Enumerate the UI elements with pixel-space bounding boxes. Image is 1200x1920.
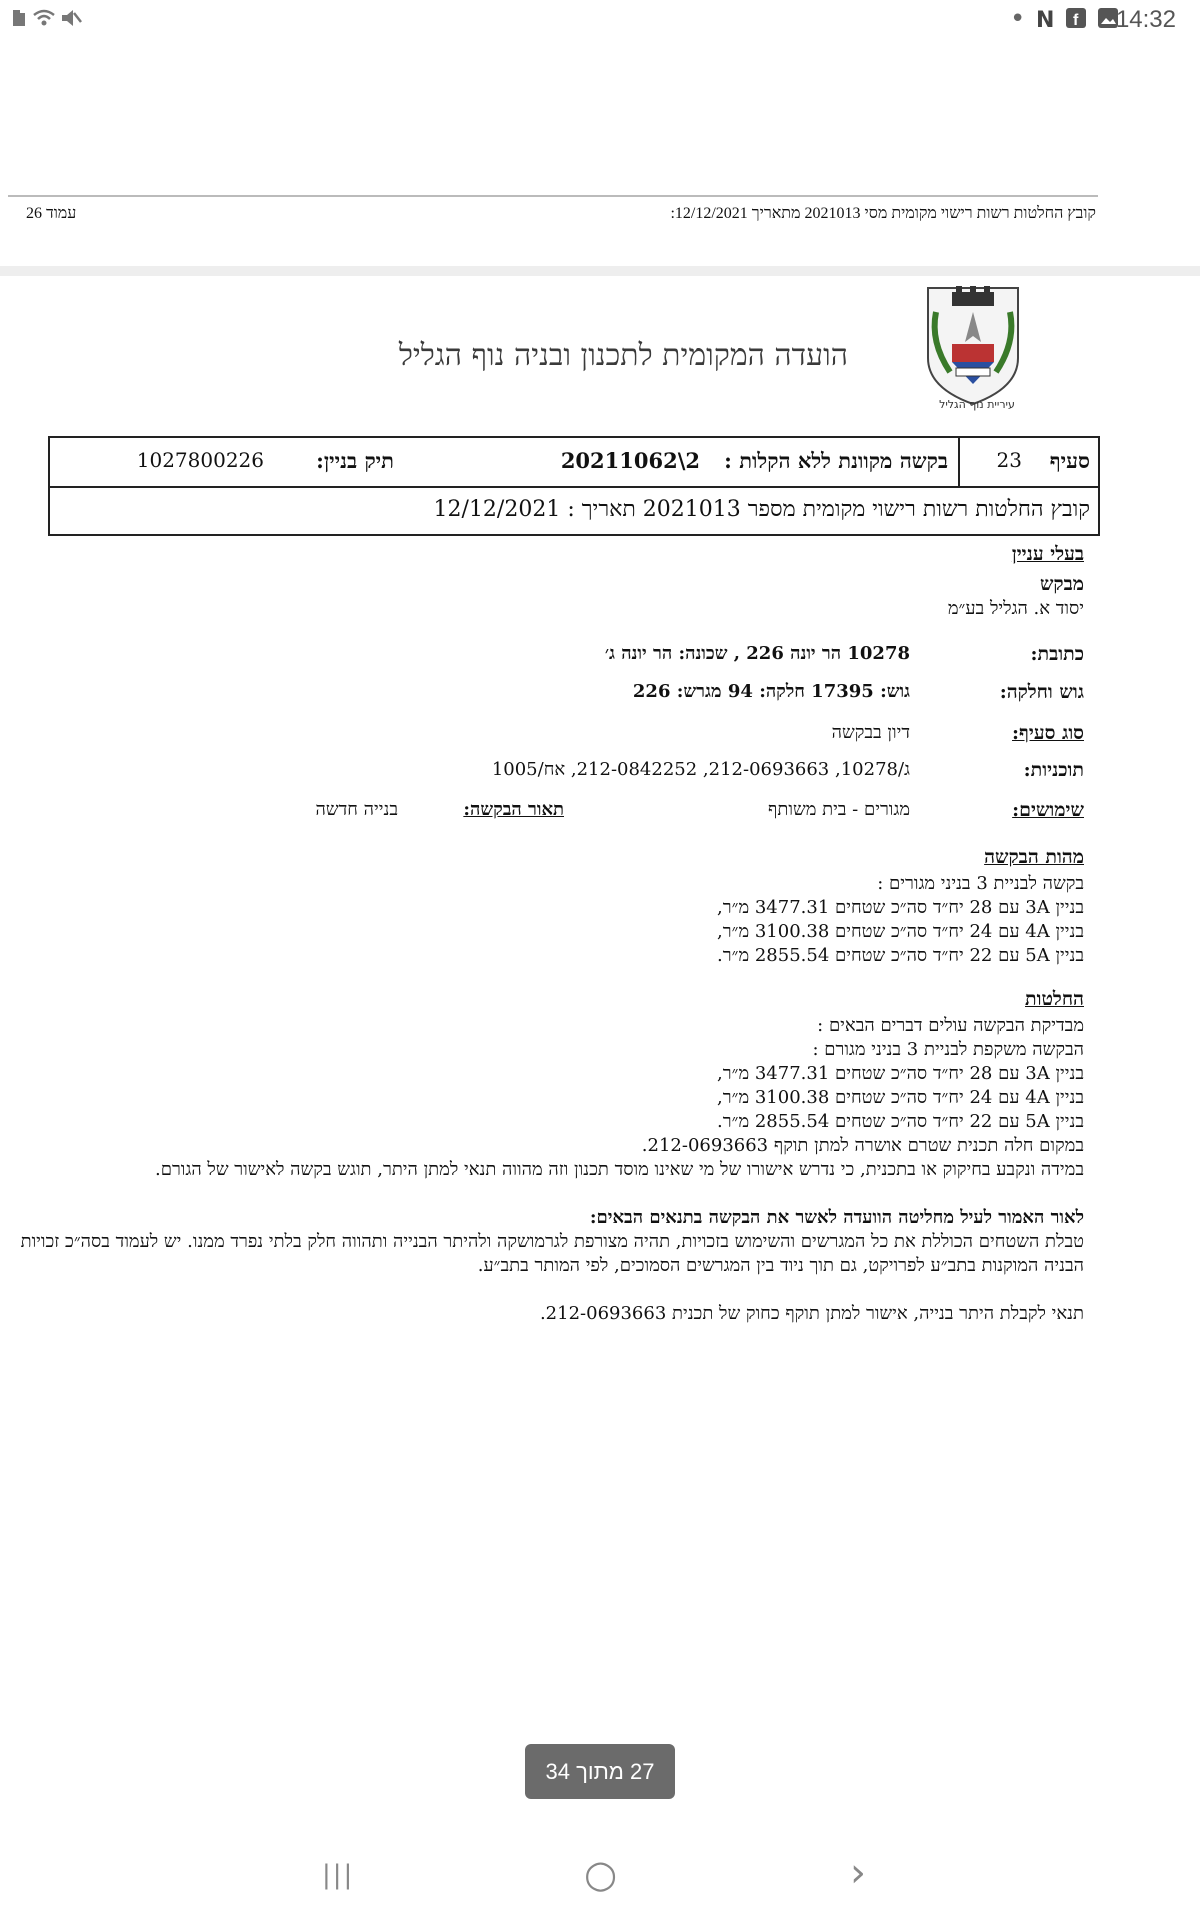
municipality-logo (922, 282, 1024, 414)
section-label: סעיף (1049, 448, 1090, 473)
decision-line: בניין 3A עם 28 יח״ד סה״כ שטחים 3477.31 מ״ר, (717, 1063, 1084, 1084)
committee-title: הועדה המקומית לתכנון ובניה נוף הגליל (398, 338, 848, 373)
wifi-icon (32, 8, 56, 34)
file-number: 1027800226 (136, 448, 264, 472)
request-number: 20211062\2 (560, 448, 700, 473)
box-divider-horizontal (50, 486, 1098, 488)
request-description-value: בנייה חדשה (315, 799, 398, 820)
applicant-label: מבקש (1039, 573, 1084, 595)
stakeholders-heading: בעלי עניין (1011, 543, 1084, 565)
uses-label: שימושים: (1012, 799, 1084, 821)
address-label: כתובת: (1030, 643, 1084, 665)
parcel-value: גוש: 17395 חלקה: 94 מגרש: 226 (632, 681, 910, 702)
document-page-number: עמוד 26 (26, 205, 77, 222)
clock: 14:32 (1115, 6, 1176, 33)
decisions-file-line: קובץ החלטות רשות רישוי מקומית מספר 2021013 תאריך : 12/12/2021 (433, 497, 1090, 522)
request-description-label: תאור הבקשה: (463, 799, 564, 820)
section-type-value: דיון בבקשה (831, 722, 910, 743)
box-divider-vertical (958, 438, 960, 486)
status-bar (0, 0, 1200, 40)
recents-button[interactable]: ||| (322, 1860, 355, 1890)
logo-caption: עיריית נוף הגליל (939, 398, 1015, 411)
facebook-icon (1066, 8, 1086, 34)
decision-line: בניין 4A עם 24 יח״ד סה״כ שטחים 3100.38 מ״ר, (717, 1087, 1084, 1108)
applicant-name: יסוד א. הגליל בע״מ (947, 598, 1084, 619)
request-essence-heading: מהות הבקשה (984, 846, 1084, 868)
essence-line: בניין 5A עם 22 יח״ד סה״כ שטחים 2855.54 מ״ר. (717, 945, 1084, 966)
essence-line: בניין 4A עם 24 יח״ד סה״כ שטחים 3100.38 מ״ר, (717, 921, 1084, 942)
svg-text:f: f (1073, 12, 1079, 28)
page-indicator: 27 מתוך 34 (525, 1744, 675, 1799)
essence-line: בניין 3A עם 28 יח״ד סה״כ שטחים 3477.31 מ״ר, (717, 897, 1084, 918)
essence-line: בקשה לבניית 3 בניני מגורים : (877, 873, 1084, 894)
decision-bold-line: לאור האמור לעיל מחליטה הוועדה לאשר את הבקשה בתנאים הבאים: (589, 1207, 1084, 1228)
page-separator (0, 266, 1200, 276)
section-type-label: סוג סעיף: (1012, 722, 1084, 744)
plans-value: ג/10278, 212-0693663, 212-0842252, אח/1005 (491, 759, 910, 780)
decisions-heading: החלטות (1025, 988, 1084, 1010)
back-button[interactable]: › (850, 1850, 866, 1896)
uses-value: מגורים - בית משותף (768, 799, 910, 820)
dot-icon: • (1010, 4, 1026, 34)
home-button[interactable]: ○ (584, 1852, 618, 1896)
parcel-label: גוש וחלקה: (999, 681, 1084, 703)
decision-line: במקום חלה תכנית שטרם אושרה למתן תוקף 212-0693663. (641, 1135, 1084, 1156)
sim-icon (12, 8, 26, 33)
request-label: בקשה מקוונת ללא הקלות : (724, 448, 948, 473)
decision-line: בניין 5A עם 22 יח״ד סה״כ שטחים 2855.54 מ״ר. (717, 1111, 1084, 1132)
n-icon: N (1036, 8, 1055, 33)
decision-paragraph: במידה ונקבע בחיקוק או בתכנית, כי נדרש אישורו של מי שאינו מוסד תכנון וזה מהווה תנאי למתן היתר, תוגש בקשה לאישור של הגורם. (154, 1159, 1084, 1180)
file-label: תיק בניין: (316, 448, 394, 473)
mute-icon (60, 8, 82, 34)
document-header-title: קובץ החלטות רשות רישוי מקומית מסי 2021013 מתאריך 12/12/2021: (670, 205, 1096, 222)
condition-2: תנאי לקבלת היתר בנייה, אישור למתן תוקף כחוק של תכנית 212-0693663. (539, 1303, 1084, 1324)
section-number: 23 (996, 448, 1022, 472)
header-rule (8, 195, 1098, 197)
condition-1: טבלת השטחים הכוללת את כל המגרשים והשימוש בזכויות, תהיה מצורפת לגרמושקה ולהיתר הבנייה ותהווה חלק בלתי נפרד ממנו. יש לעמוד בסה״כ זכויות הבניה המוקנות בתב״ע לפרויקט, גם תוך ניוד בין המגרשים הסמוכים, לפי המותר בתב״ע. (20, 1231, 1084, 1276)
address-value: 10278 הר יונה 226 , שכונה: הר יונה ג׳ (604, 643, 910, 664)
decision-line: מבדיקת הבקשה עולים דברים הבאים : (817, 1015, 1084, 1036)
section-box (48, 436, 1100, 536)
decision-line: הבקשה משקפת לבניית 3 בניני מגורם : (812, 1039, 1084, 1060)
plans-label: תוכניות: (1023, 759, 1084, 781)
